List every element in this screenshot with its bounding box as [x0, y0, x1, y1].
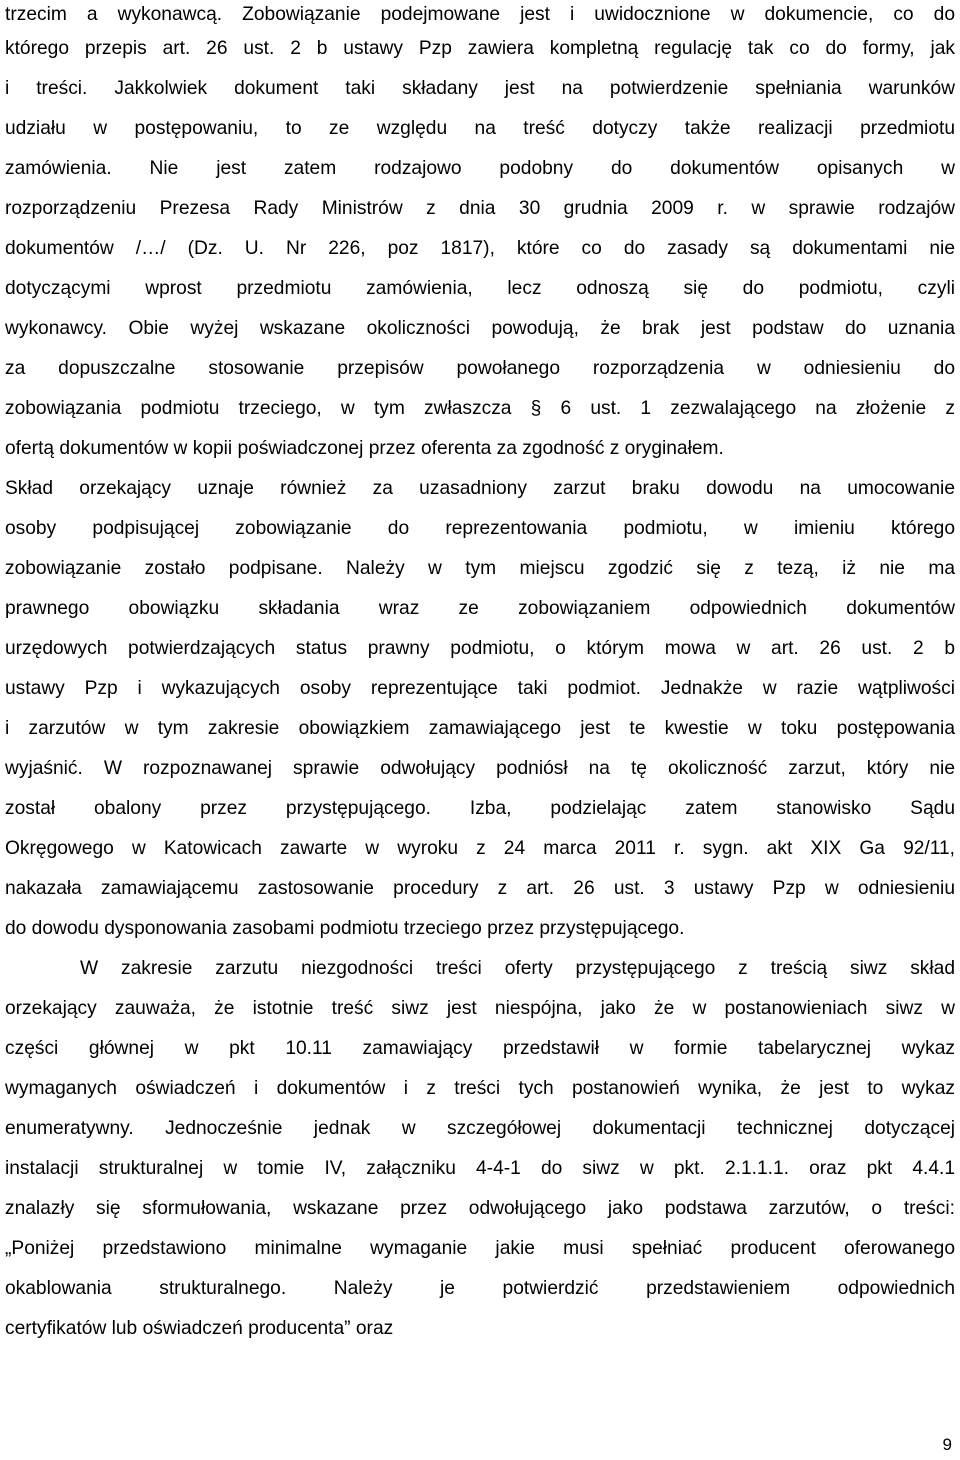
text-line-27: części głównej w pkt 10.11 zamawiający przedstawił w formie tabelarycznej wykaz — [5, 1038, 955, 1059]
text-line-29: enumeratywny. Jednocześnie jednak w szczegółowej dokumentacji technicznej dotyczącej — [5, 1118, 955, 1139]
text-line-25: W zakresie zarzutu niezgodności treści oferty przystępującego z treścią siwz skład — [80, 958, 955, 979]
text-line-17: urzędowych potwierdzających status prawny podmiotu, o którym mowa w art. 26 ust. 2 b — [5, 638, 955, 659]
text-line-23: nakazała zamawiającemu zastosowanie procedury z art. 26 ust. 3 ustawy Pzp w odniesieniu — [5, 878, 955, 899]
text-line-12: ofertą dokumentów w kopii poświadczonej przez oferenta za zgodność z oryginałem. — [5, 438, 724, 459]
text-line-7: dokumentów /…/ (Dz. U. Nr 226, poz 1817), które co do zasady są dokumentami nie — [5, 238, 955, 259]
text-line-33: okablowania strukturalnego. Należy je potwierdzić przedstawieniem odpowiednich — [5, 1278, 955, 1299]
text-line-3: i treści. Jakkolwiek dokument taki składany jest na potwierdzenie spełniania warunków — [5, 78, 955, 99]
text-line-20: wyjaśnić. W rozpoznawanej sprawie odwołujący podniósł na tę okoliczność zarzut, który nie — [5, 758, 955, 779]
text-line-26: orzekający zauważa, że istotnie treść siwz jest niespójna, jako że w postanowieniach siwz w — [5, 998, 955, 1019]
text-line-34: certyfikatów lub oświadczeń producenta” oraz — [5, 1318, 394, 1339]
text-line-4: udziału w postępowaniu, to ze względu na treść dotyczy także realizacji przedmiotu — [5, 118, 955, 139]
page-number: 9 — [942, 1435, 952, 1454]
text-line-32: „Poniżej przedstawiono minimalne wymaganie jakie musi spełniać producent oferowanego — [5, 1238, 955, 1259]
text-line-8: dotyczącymi wprost przedmiotu zamówienia, lecz odnoszą się do podmiotu, czyli — [5, 278, 955, 299]
text-line-11: zobowiązania podmiotu trzeciego, w tym zwłaszcza § 6 ust. 1 zezwalającego na złożenie z — [5, 398, 955, 419]
text-line-18: ustawy Pzp i wykazujących osoby reprezentujące taki podmiot. Jednakże w razie wątpliwości — [5, 678, 955, 699]
text-line-14: osoby podpisującej zobowiązanie do reprezentowania podmiotu, w imieniu którego — [5, 518, 955, 539]
text-line-30: instalacji strukturalnej w tomie IV, załączniku 4-4-1 do siwz w pkt. 2.1.1.1. oraz pkt 4.4.1 — [5, 1158, 955, 1179]
text-line-2: którego przepis art. 26 ust. 2 b ustawy Pzp zawiera kompletną regulację tak co do formy, jak — [5, 38, 955, 59]
text-line-1: trzecim a wykonawcą. Zobowiązanie podejmowane jest i uwidocznione w dokumencie, co do — [5, 4, 955, 25]
text-line-19: i zarzutów w tym zakresie obowiązkiem zamawiającego jest te kwestie w toku postępowania — [5, 718, 955, 739]
text-line-10: za dopuszczalne stosowanie przepisów powołanego rozporządzenia w odniesieniu do — [5, 358, 955, 379]
text-line-22: Okręgowego w Katowicach zawarte w wyroku z 24 marca 2011 r. sygn. akt XIX Ga 92/11, — [5, 838, 955, 859]
text-line-21: został obalony przez przystępującego. Izba, podzielając zatem stanowisko Sądu — [5, 798, 955, 819]
text-line-24: do dowodu dysponowania zasobami podmiotu trzeciego przez przystępującego. — [5, 918, 685, 939]
text-line-31: znalazły się sformułowania, wskazane przez odwołującego jako podstawa zarzutów, o treści: — [5, 1198, 955, 1219]
text-line-15: zobowiązanie zostało podpisane. Należy w tym miejscu zgodzić się z tezą, iż nie ma — [5, 558, 955, 579]
text-line-5: zamówienia. Nie jest zatem rodzajowo podobny do dokumentów opisanych w — [5, 158, 955, 179]
text-line-6: rozporządzeniu Prezesa Rady Ministrów z dnia 30 grudnia 2009 r. w sprawie rodzajów — [5, 198, 955, 219]
text-line-9: wykonawcy. Obie wyżej wskazane okoliczności powodują, że brak jest podstaw do uznania — [5, 318, 955, 339]
text-line-16: prawnego obowiązku składania wraz ze zobowiązaniem odpowiednich dokumentów — [5, 598, 955, 619]
text-line-13: Skład orzekający uznaje również za uzasadniony zarzut braku dowodu na umocowanie — [5, 478, 955, 499]
text-line-28: wymaganych oświadczeń i dokumentów i z treści tych postanowień wynika, że jest to wykaz — [5, 1078, 955, 1099]
